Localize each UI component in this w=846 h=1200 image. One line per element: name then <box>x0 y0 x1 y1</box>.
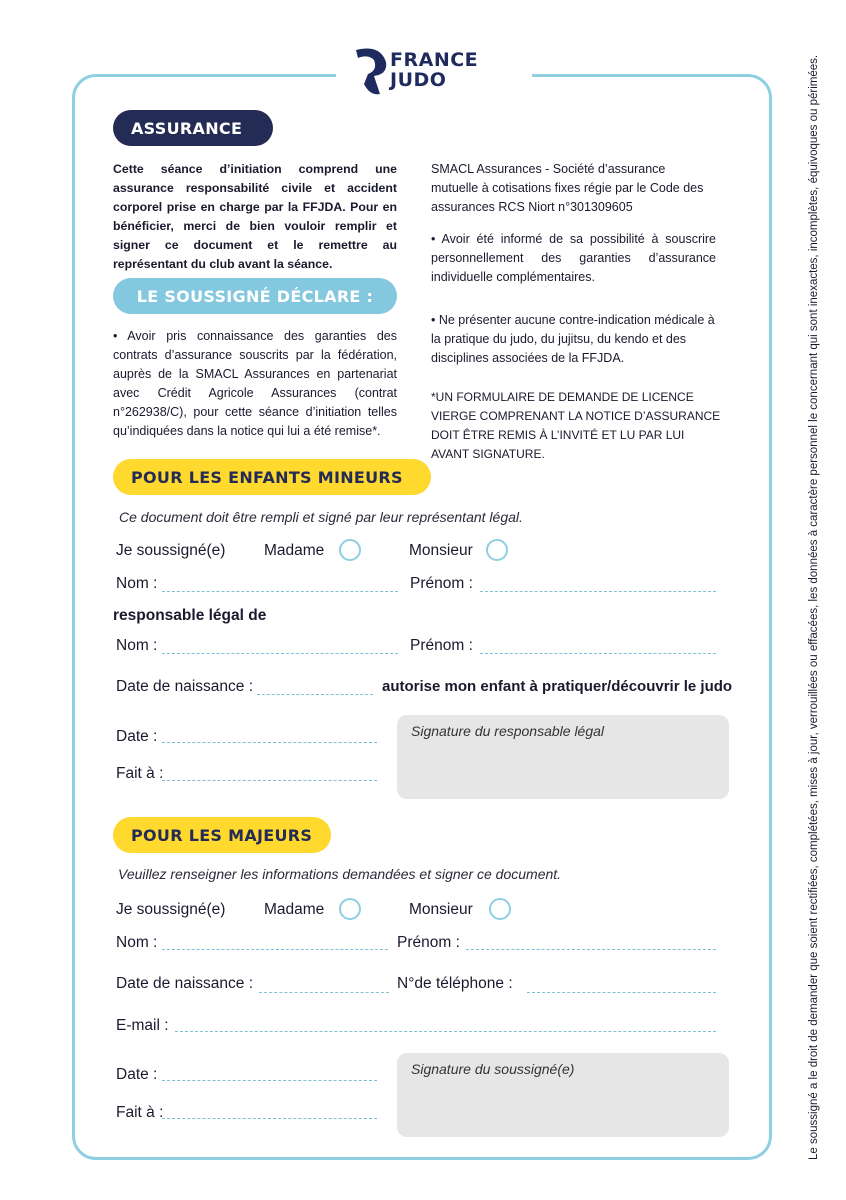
minors-monsieur-label: Monsieur <box>409 542 473 559</box>
assurance-intro: Cette séance d’initiation comprend une assurance responsabilité civile et accident corporel prise en charge par la FFJDA. Pour en bénéficier, merci de bien vouloir remplir et signer ce document et le remettre au représentant du club avant la séance. <box>113 162 397 271</box>
adults-signature-box[interactable] <box>397 1053 729 1137</box>
judo-emblem-icon <box>350 44 394 100</box>
adults-birth-field[interactable] <box>259 992 389 993</box>
minors-heading: POUR LES ENFANTS MINEURS <box>113 459 431 495</box>
adults-monsieur-radio[interactable] <box>489 898 511 920</box>
minors-nom-label: Nom : <box>116 575 158 592</box>
adults-email-field[interactable] <box>175 1031 716 1032</box>
minors-instruction: Ce document doit être rempli et signé par leur représentant légal. <box>119 509 523 525</box>
assurance-heading: ASSURANCE <box>113 110 273 146</box>
adults-date-label: Date : <box>116 1066 158 1083</box>
france-judo-logo <box>350 44 510 100</box>
declaration-point-1: • Avoir pris connaissance des garanties des contrats d’assurance souscrits par la fédération, auprès de la SMACL Assurances en partenariat avec Crédit Agricole Assurances (contrat n°262938/C), pour cette séance d’initiation telles qu’indiquées dans la notice qui lui a été remise*. <box>113 329 397 438</box>
adults-phone-label: N°de téléphone : <box>397 975 513 992</box>
smacl-info: SMACL Assurances - Société d’assurance mutuelle à cotisations fixes régie par le Code des assurances RCS Niort n°301309605 <box>431 162 704 214</box>
minors-date-label: Date : <box>116 728 158 745</box>
child-prenom-label: Prénom : <box>410 637 473 654</box>
minors-place-field[interactable] <box>162 780 377 781</box>
logo-line-1: FRANCE <box>390 49 479 71</box>
minors-monsieur-radio[interactable] <box>486 539 508 561</box>
adults-prenom-field[interactable] <box>466 949 716 950</box>
adults-nom-label: Nom : <box>116 934 158 951</box>
adults-signature-label: Signature du soussigné(e) <box>411 1061 575 1077</box>
minors-signature-label: Signature du responsable légal <box>411 723 605 739</box>
responsible-label: responsable légal de <box>113 607 267 624</box>
child-prenom-field[interactable] <box>480 653 716 654</box>
adults-madame-label: Madame <box>264 901 325 918</box>
adults-date-field[interactable] <box>162 1080 377 1081</box>
logo-line-2: JUDO <box>390 69 447 91</box>
adults-soussigne-label: Je soussigné(e) <box>116 901 226 918</box>
declaration-point-3: • Ne présenter aucune contre-indication médicale à la pratique du judo, du jujitsu, du kendo et des disciplines associées de la FFJDA. <box>431 313 715 365</box>
minors-madame-label: Madame <box>264 542 325 559</box>
adults-prenom-label: Prénom : <box>397 934 460 951</box>
child-nom-label: Nom : <box>116 637 158 654</box>
child-birth-label: Date de naissance : <box>116 678 254 695</box>
minors-prenom-label: Prénom : <box>410 575 473 592</box>
adults-place-label: Fait à : <box>116 1104 164 1121</box>
licence-notice: *UN FORMULAIRE DE DEMANDE DE LICENCE VIERGE COMPRENANT LA NOTICE D’ASSURANCE DOIT ÊTRE REMIS À L’INVITÉ ET LU PAR LUI AVANT SIGNATURE. <box>431 390 721 461</box>
adults-place-field[interactable] <box>162 1118 377 1119</box>
minors-madame-radio[interactable] <box>339 539 361 561</box>
authorize-statement: autorise mon enfant à pratiquer/découvrir le judo <box>382 678 733 695</box>
adults-phone-field[interactable] <box>527 992 716 993</box>
child-nom-field[interactable] <box>162 653 398 654</box>
minors-date-field[interactable] <box>162 742 377 743</box>
declaration-heading: LE SOUSSIGNÉ DÉCLARE : <box>113 278 397 314</box>
adults-instruction: Veuillez renseigner les informations demandées et signer ce document. <box>118 866 562 882</box>
child-birth-field[interactable] <box>257 694 373 695</box>
adults-madame-radio[interactable] <box>339 898 361 920</box>
minors-soussigne-label: Je soussigné(e) <box>116 542 226 559</box>
minors-signature-box[interactable] <box>397 715 729 799</box>
minors-nom-field[interactable] <box>162 591 398 592</box>
minors-prenom-field[interactable] <box>480 591 716 592</box>
data-rights-note: Le soussigné a le droit de demander que soient rectifiées, complétées, mises à jour, verrouillées ou effacées, les données à caractère personnel le concernant qui sont inexactes, incomplètes, équivoques ou périmées. <box>808 54 820 1160</box>
adults-heading: POUR LES MAJEURS <box>113 817 331 853</box>
adults-email-label: E-mail : <box>116 1017 169 1034</box>
minors-place-label: Fait à : <box>116 765 164 782</box>
adults-monsieur-label: Monsieur <box>409 901 473 918</box>
adults-nom-field[interactable] <box>162 949 388 950</box>
adults-birth-label: Date de naissance : <box>116 975 254 992</box>
declaration-point-2: • Avoir été informé de sa possibilité à souscrire personnellement des garanties d’assurance individuelle complémentaires. <box>431 232 716 284</box>
